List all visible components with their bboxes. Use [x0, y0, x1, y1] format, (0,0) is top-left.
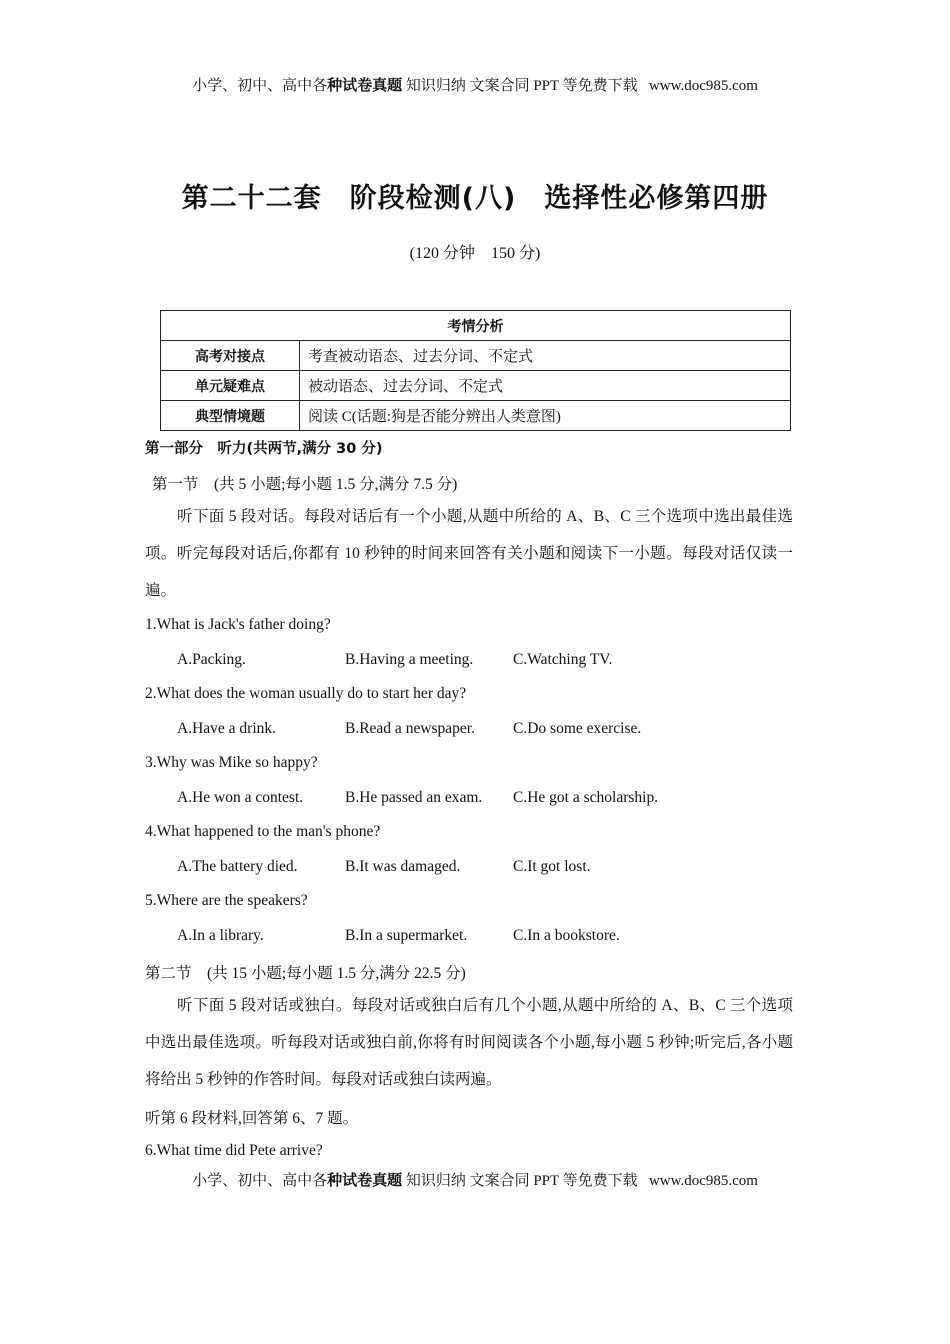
- page-subtitle: (120 分钟 150 分): [409, 245, 541, 262]
- footer-text-bold: 种试卷真题: [327, 1173, 403, 1189]
- section-two-heading: 第二节 (共 15 小题;每小题 1.5 分,满分 22.5 分): [145, 965, 466, 982]
- analysis-table: [160, 310, 791, 431]
- option-b: B.He passed an exam.: [345, 789, 483, 806]
- footer-site[interactable]: www.doc985.com: [648, 1173, 758, 1189]
- row-label: 典型情境题: [161, 401, 300, 431]
- header-site[interactable]: www.doc985.com: [648, 78, 758, 94]
- option-a: A.The battery died.: [177, 858, 298, 875]
- option-b: B.Having a meeting.: [345, 651, 474, 668]
- question-4: 4.What happened to the man's phone?: [145, 823, 381, 840]
- section-one-instructions: 听下面 5 段对话。每段对话后有一个小题,从题中所给的 A、B、C 三个选项中选出最佳选项。听完每段对话后,你都有 10 秒钟的时间来回答有关小题和阅读下一小题。每段对话仅读一遍。: [145, 508, 793, 599]
- table-row: [161, 401, 791, 431]
- question-1: 1.What is Jack's father doing?: [145, 616, 331, 633]
- section-two-instructions: 听下面 5 段对话或独白。每段对话或独白后有几个小题,从题中所给的 A、B、C 三个选项中选出最佳选项。听每段对话或独白前,你将有时间阅读各个小题,每小题 5 秒钟;听完后,各小题将给出 5 秒钟的作答时间。每段对话或独白读两遍。: [145, 997, 793, 1088]
- analysis-heading: 考情分析: [161, 311, 791, 341]
- question-6: 6.What time did Pete arrive?: [145, 1142, 323, 1159]
- material-note: 听第 6 段材料,回答第 6、7 题。: [145, 1110, 359, 1127]
- option-b: B.It was damaged.: [345, 858, 461, 875]
- option-c: C.He got a scholarship.: [513, 789, 659, 806]
- option-c: C.Do some exercise.: [513, 720, 642, 737]
- row-value: 被动语态、过去分词、不定式: [300, 371, 791, 401]
- option-a: A.Packing.: [177, 651, 246, 668]
- row-label: 单元疑难点: [161, 371, 300, 401]
- part-one-heading: 第一部分 听力(共两节,满分 30 分): [145, 441, 383, 457]
- option-c: C.Watching TV.: [513, 651, 613, 668]
- option-c: C.It got lost.: [513, 858, 591, 875]
- question-2: 2.What does the woman usually do to start her day?: [145, 685, 467, 702]
- footer-text: 小学、初中、高中各: [192, 1173, 328, 1189]
- option-c: C.In a bookstore.: [513, 927, 620, 944]
- header-text: 知识归纳 文案合同 PPT 等免费下载: [402, 78, 638, 94]
- header-text-bold: 种试卷真题: [327, 78, 403, 94]
- option-b: B.In a supermarket.: [345, 927, 468, 944]
- row-label: 高考对接点: [161, 341, 300, 371]
- footer-text: 知识归纳 文案合同 PPT 等免费下载: [402, 1173, 638, 1189]
- option-a: A.Have a drink.: [177, 720, 276, 737]
- page-footer: [0, 1169, 950, 1190]
- option-b: B.Read a newspaper.: [345, 720, 475, 737]
- page-title: 第二十二套 阶段检测(八) 选择性必修第四册: [181, 183, 769, 214]
- header-text: 小学、初中、高中各: [192, 78, 328, 94]
- table-row: [161, 341, 791, 371]
- question-5: 5.Where are the speakers?: [145, 892, 308, 909]
- row-value: 考查被动语态、过去分词、不定式: [300, 341, 791, 371]
- row-value: 阅读 C(话题:狗是否能分辨出人类意图): [300, 401, 791, 431]
- question-3: 3.Why was Mike so happy?: [145, 754, 318, 771]
- option-a: A.In a library.: [177, 927, 264, 944]
- section-one-heading: 第一节 (共 5 小题;每小题 1.5 分,满分 7.5 分): [152, 476, 458, 493]
- table-row: [161, 371, 791, 401]
- option-a: A.He won a contest.: [177, 789, 304, 806]
- page-header: [0, 74, 950, 95]
